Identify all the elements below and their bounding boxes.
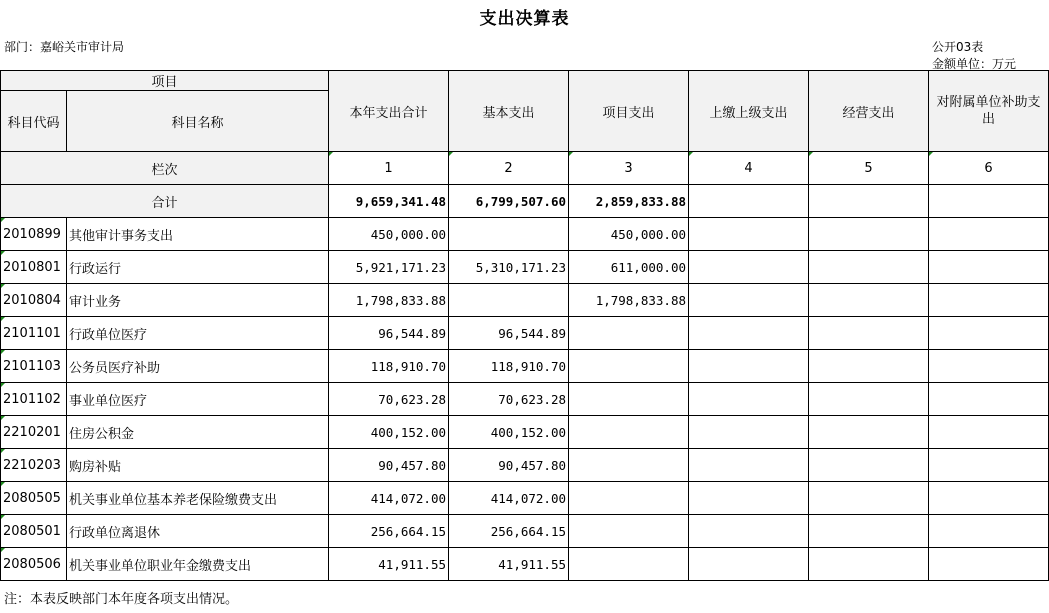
business-amount	[809, 317, 929, 350]
remit-amount	[689, 548, 809, 581]
summary-label: 合计	[1, 185, 329, 218]
subject-code: 2010804	[1, 284, 67, 317]
business-amount	[809, 350, 929, 383]
header-business: 经营支出	[809, 71, 929, 152]
table-row	[1, 317, 1049, 350]
summary-row	[1, 185, 1049, 218]
project-amount	[569, 350, 689, 383]
subject-code: 2010899	[1, 218, 67, 251]
subsidy-amount	[929, 383, 1049, 416]
subsidy-amount	[929, 548, 1049, 581]
subject-name: 购房补贴	[67, 449, 329, 482]
business-amount	[809, 548, 929, 581]
footnote: 注：本表反映部门本年度各项支出情况。	[4, 592, 239, 607]
header-code: 科目代码	[1, 91, 67, 152]
project-amount	[569, 416, 689, 449]
subsidy-amount	[929, 317, 1049, 350]
basic-amount	[449, 284, 569, 317]
page-title: 支出决算表	[479, 9, 570, 29]
business-amount	[809, 515, 929, 548]
subject-code: 2101103	[1, 350, 67, 383]
subject-code: 2080506	[1, 548, 67, 581]
remit-amount	[689, 317, 809, 350]
header-name: 科目名称	[67, 91, 329, 152]
subsidy-amount	[929, 416, 1049, 449]
summary-remit	[689, 185, 809, 218]
summary-basic: 6,799,507.60	[449, 185, 569, 218]
subsidy-amount	[929, 449, 1049, 482]
subject-name: 其他审计事务支出	[67, 218, 329, 251]
project-amount	[569, 548, 689, 581]
subject-name: 机关事业单位基本养老保险缴费支出	[67, 482, 329, 515]
expenditure-table	[0, 70, 1049, 581]
table-row	[1, 416, 1049, 449]
total-amount: 5,921,171.23	[329, 251, 449, 284]
project-amount: 1,798,833.88	[569, 284, 689, 317]
total-amount: 118,910.70	[329, 350, 449, 383]
subject-code: 2080505	[1, 482, 67, 515]
project-amount	[569, 317, 689, 350]
business-amount	[809, 416, 929, 449]
amount-unit: 金额单位：万元	[932, 57, 1017, 71]
remit-amount	[689, 350, 809, 383]
project-amount	[569, 515, 689, 548]
summary-project: 2,859,833.88	[569, 185, 689, 218]
table-row	[1, 515, 1049, 548]
table-row	[1, 251, 1049, 284]
business-amount	[809, 449, 929, 482]
table-row	[1, 350, 1049, 383]
business-amount	[809, 251, 929, 284]
subsidy-amount	[929, 482, 1049, 515]
remit-amount	[689, 383, 809, 416]
remit-amount	[689, 218, 809, 251]
subsidy-amount	[929, 218, 1049, 251]
summary-subsidy	[929, 185, 1049, 218]
subject-name: 事业单位医疗	[67, 383, 329, 416]
subject-code: 2101101	[1, 317, 67, 350]
basic-amount: 118,910.70	[449, 350, 569, 383]
basic-amount: 90,457.80	[449, 449, 569, 482]
total-amount: 70,623.28	[329, 383, 449, 416]
col-num: 2	[449, 152, 569, 185]
subject-name: 行政单位离退休	[67, 515, 329, 548]
total-amount: 450,000.00	[329, 218, 449, 251]
table-row	[1, 218, 1049, 251]
subject-code: 2101102	[1, 383, 67, 416]
project-amount	[569, 482, 689, 515]
basic-amount: 70,623.28	[449, 383, 569, 416]
header-subsidy: 对附属单位补助支出	[929, 71, 1049, 152]
subsidy-amount	[929, 515, 1049, 548]
subject-code: 2210203	[1, 449, 67, 482]
subject-name: 机关事业单位职业年金缴费支出	[67, 548, 329, 581]
total-amount: 96,544.89	[329, 317, 449, 350]
basic-amount	[449, 218, 569, 251]
remit-amount	[689, 515, 809, 548]
summary-business	[809, 185, 929, 218]
column-label: 栏次	[1, 152, 329, 185]
col-num: 6	[929, 152, 1049, 185]
total-amount: 400,152.00	[329, 416, 449, 449]
subject-name: 行政单位医疗	[67, 317, 329, 350]
col-num: 3	[569, 152, 689, 185]
subject-name: 审计业务	[67, 284, 329, 317]
subject-code: 2010801	[1, 251, 67, 284]
header-project: 项目支出	[569, 71, 689, 152]
basic-amount: 5,310,171.23	[449, 251, 569, 284]
form-number: 公开03表	[932, 40, 984, 54]
remit-amount	[689, 482, 809, 515]
subject-code: 2080501	[1, 515, 67, 548]
col-num: 4	[689, 152, 809, 185]
remit-amount	[689, 284, 809, 317]
table-row	[1, 449, 1049, 482]
subject-code: 2210201	[1, 416, 67, 449]
table-row	[1, 383, 1049, 416]
subsidy-amount	[929, 350, 1049, 383]
subject-name: 公务员医疗补助	[67, 350, 329, 383]
basic-amount: 96,544.89	[449, 317, 569, 350]
project-amount: 611,000.00	[569, 251, 689, 284]
header-basic: 基本支出	[449, 71, 569, 152]
col-num: 5	[809, 152, 929, 185]
basic-amount: 414,072.00	[449, 482, 569, 515]
remit-amount	[689, 449, 809, 482]
header-item: 项目	[1, 71, 329, 91]
total-amount: 41,911.55	[329, 548, 449, 581]
basic-amount: 400,152.00	[449, 416, 569, 449]
table-row	[1, 284, 1049, 317]
subsidy-amount	[929, 284, 1049, 317]
col-num: 1	[329, 152, 449, 185]
remit-amount	[689, 251, 809, 284]
table-row	[1, 482, 1049, 515]
project-amount	[569, 383, 689, 416]
business-amount	[809, 383, 929, 416]
total-amount: 90,457.80	[329, 449, 449, 482]
header-total: 本年支出合计	[329, 71, 449, 152]
business-amount	[809, 218, 929, 251]
header-remit: 上缴上级支出	[689, 71, 809, 152]
basic-amount: 41,911.55	[449, 548, 569, 581]
project-amount	[569, 449, 689, 482]
summary-total: 9,659,341.48	[329, 185, 449, 218]
subject-name: 行政运行	[67, 251, 329, 284]
department-label: 部门：嘉峪关市审计局	[4, 40, 125, 54]
project-amount: 450,000.00	[569, 218, 689, 251]
business-amount	[809, 284, 929, 317]
basic-amount: 256,664.15	[449, 515, 569, 548]
business-amount	[809, 482, 929, 515]
table-row	[1, 548, 1049, 581]
total-amount: 256,664.15	[329, 515, 449, 548]
total-amount: 1,798,833.88	[329, 284, 449, 317]
total-amount: 414,072.00	[329, 482, 449, 515]
subsidy-amount	[929, 251, 1049, 284]
remit-amount	[689, 416, 809, 449]
subject-name: 住房公积金	[67, 416, 329, 449]
